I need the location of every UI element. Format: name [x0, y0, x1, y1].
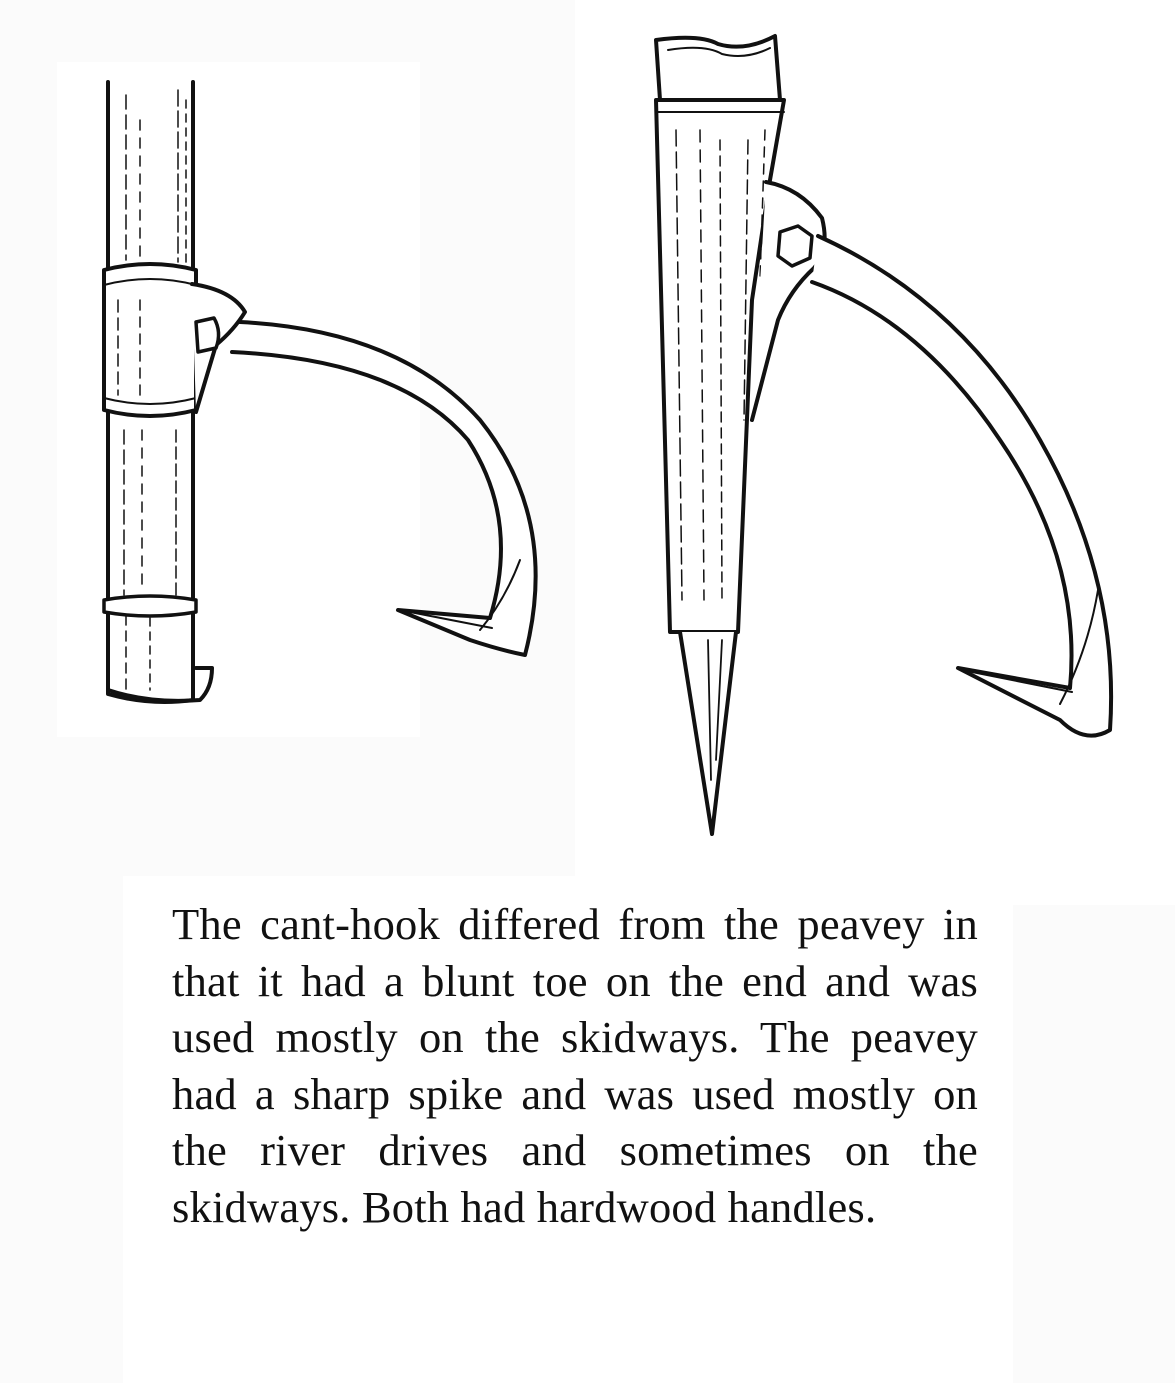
peavey-figure: [656, 36, 1111, 834]
peavey-dog: [812, 236, 1111, 736]
peavey-bolt: [778, 226, 812, 266]
cant-hook-ferrule: [104, 596, 196, 616]
peavey-handle: [656, 36, 780, 100]
cant-hook-dog: [232, 322, 536, 655]
cant-hook-figure: [104, 82, 536, 702]
cant-hook-toe: [108, 668, 212, 701]
cant-hook-bolt: [196, 318, 219, 352]
caption-text: The cant-hook differed from the peavey in that it had a blunt toe on the end and was used mostly on the skidways. The peavey had a sharp spike and was used mostly on the river drives and sometimes on the skidways. Both had hardwood handles.: [172, 899, 978, 1232]
